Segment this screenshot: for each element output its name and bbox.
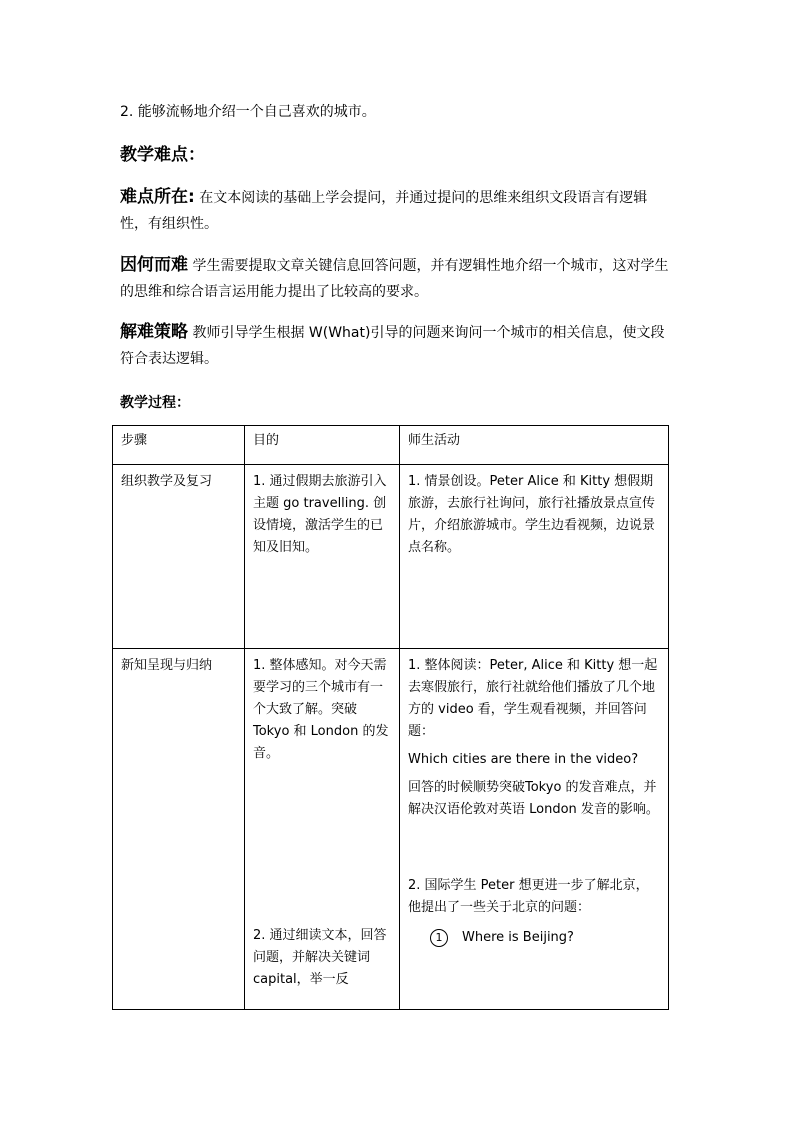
difficulty-location-text: 在文本阅读的基础上学会提问，并通过提问的思维来组织文段语言有逻辑性，有组织性。 (120, 190, 648, 232)
difficulty-reason-paragraph (120, 252, 675, 305)
difficulty-location-label: 难点所在: (120, 187, 195, 207)
column-header-step: 步骤 (113, 426, 245, 465)
activity-cell (400, 649, 669, 1010)
table-row (113, 465, 669, 649)
teaching-process-table (112, 425, 669, 1010)
purpose-cell: 1. 通过假期去旅游引入主题 go travelling. 创设情境，激活学生的已知及旧知。 (245, 465, 400, 649)
difficulty-strategy-label: 解难策略 (120, 322, 188, 342)
column-header-activity: 师生活动 (400, 426, 669, 465)
column-header-purpose: 目的 (245, 426, 400, 465)
purpose-cell (245, 649, 400, 1010)
activity-text-1: 1. 整体阅读：Peter, Alice 和 Kitty 想一起去寒假旅行，旅行社就给他们播放了几个地方的 video 看，学生观看视频，并回答问题： (408, 658, 658, 739)
difficulty-location-paragraph (120, 184, 675, 237)
activity-text-2: 回答的时候顺势突破Tokyo 的发音难点，并解决汉语伦敦对英语 London 发音的影响。 (408, 780, 659, 817)
difficulty-reason-text: 学生需要提取文章关键信息回答问题，并有逻辑性地介绍一个城市，这对学生的思维和综合语言运用能力提出了比较高的要求。 (120, 258, 669, 300)
heading-teaching-difficulty: 教学难点： (120, 145, 205, 165)
question-item (408, 927, 660, 949)
question-text: Where is Beijing? (462, 930, 574, 945)
difficulty-reason-label: 因何而难 (120, 255, 188, 275)
activity-text-3: 2. 国际学生 Peter 想更进一步了解北京，他提出了一些关于北京的问题： (408, 878, 649, 915)
purpose-text-2: 2. 通过细读文本，回答问题，并解决关键词 capital，举一反 (253, 928, 387, 987)
teaching-process-title: 教学过程： (120, 395, 190, 411)
objective-item-2: 2. 能够流畅地介绍一个自己喜欢的城市。 (120, 104, 376, 120)
step-cell: 新知呈现与归纳 (113, 649, 245, 1010)
purpose-text-1: 1. 整体感知。对今天需要学习的三个城市有一个大致了解。突破 Tokyo 和 London 的发音。 (253, 658, 389, 761)
table-row (113, 649, 669, 1010)
difficulty-strategy-text: 教师引导学生根据 W(What)引导的问题来询问一个城市的相关信息，使文段符合表达逻辑。 (120, 325, 665, 367)
table-header-row (113, 426, 669, 465)
activity-question: Which cities are there in the video? (408, 752, 639, 767)
circled-number-1: 1 (430, 929, 448, 947)
step-cell: 组织教学及复习 (113, 465, 245, 649)
activity-cell: 1. 情景创设。Peter Alice 和 Kitty 想假期旅游，去旅行社询问，旅行社播放景点宣传片，介绍旅游城市。学生边看视频，边说景点名称。 (400, 465, 669, 649)
difficulty-strategy-paragraph (120, 319, 675, 372)
